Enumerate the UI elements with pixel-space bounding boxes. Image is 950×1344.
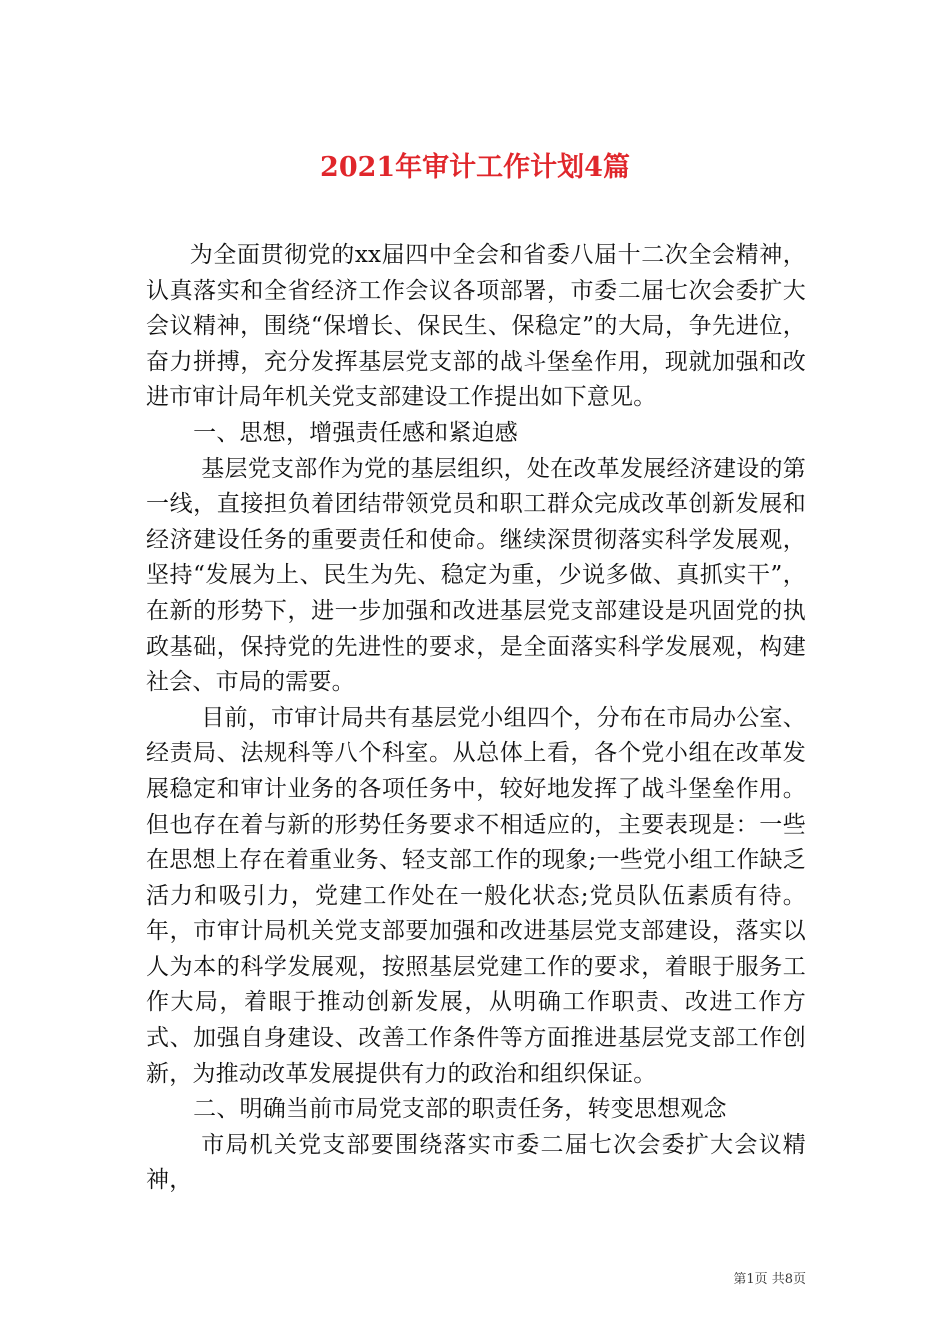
section-heading-1: 一、思想，增强责任感和紧迫感 bbox=[193, 419, 518, 446]
paragraph-section-2: 市局机关党支部要围绕落实市委二届七次会委扩大会议精神， bbox=[146, 1131, 806, 1194]
paragraph-intro: 为全面贯彻党的xx届四中全会和省委八届十二次全会精神，认真落实和全省经济工作会议各项部署，市委二届七次会委扩大会议精神，围绕“保增长、保民生、保稳定”的大局，争先进位，奋力拼搏，充分发挥基层党支部的战斗堡垒作用，现就加强和改进市审计局年机关党支部建设工作提出如下意见。 bbox=[146, 242, 806, 411]
section-heading-2: 二、明确当前市局党支部的职责任务，转变思想观念 bbox=[193, 1096, 727, 1123]
document-body bbox=[146, 238, 806, 1199]
page-number: 第1页 共8页 bbox=[733, 1272, 806, 1287]
paragraph-current-status: 目前，市审计局共有基层党小组四个，分布在市局办公室、经责局、法规科等八个科室。从总体上看，各个党小组在改革发展稳定和审计业务的各项任务中，较好地发挥了战斗堡垒作用。但也存在着与新的形势任务要求不相适应的，主要表现是：一些在思想上存在着重业务、轻支部工作的现象;一些党小组工作缺乏活力和吸引力，党建工作处在一般化状态;党员队伍素质有待。年，市审计局机关党支部要加强和改进基层党支部建设，落实以人为本的科学发展观，按照基层党建工作的要求，着眼于服务工作大局，着眼于推动创新发展，从明确工作职责、改进工作方式、加强自身建设、改善工作条件等方面推进基层党支部工作创新，为推动改革发展提供有力的政治和组织保证。 bbox=[146, 704, 806, 1087]
page-title: 2021年审计工作计划4篇 bbox=[320, 152, 630, 184]
paragraph-section-1: 基层党支部作为党的基层组织，处在改革发展经济建设的第一线，直接担负着团结带领党员和职工群众完成改革创新发展和经济建设任务的重要责任和使命。继续深贯彻落实科学发展观，坚持“发展为上、民生为先、稳定为重，少说多做、真抓实干”，在新的形势下，进一步加强和改进基层党支部建设是巩固党的执政基础，保持党的先进性的要求，是全面落实科学发展观，构建社会、市局的需要。 bbox=[146, 455, 806, 696]
